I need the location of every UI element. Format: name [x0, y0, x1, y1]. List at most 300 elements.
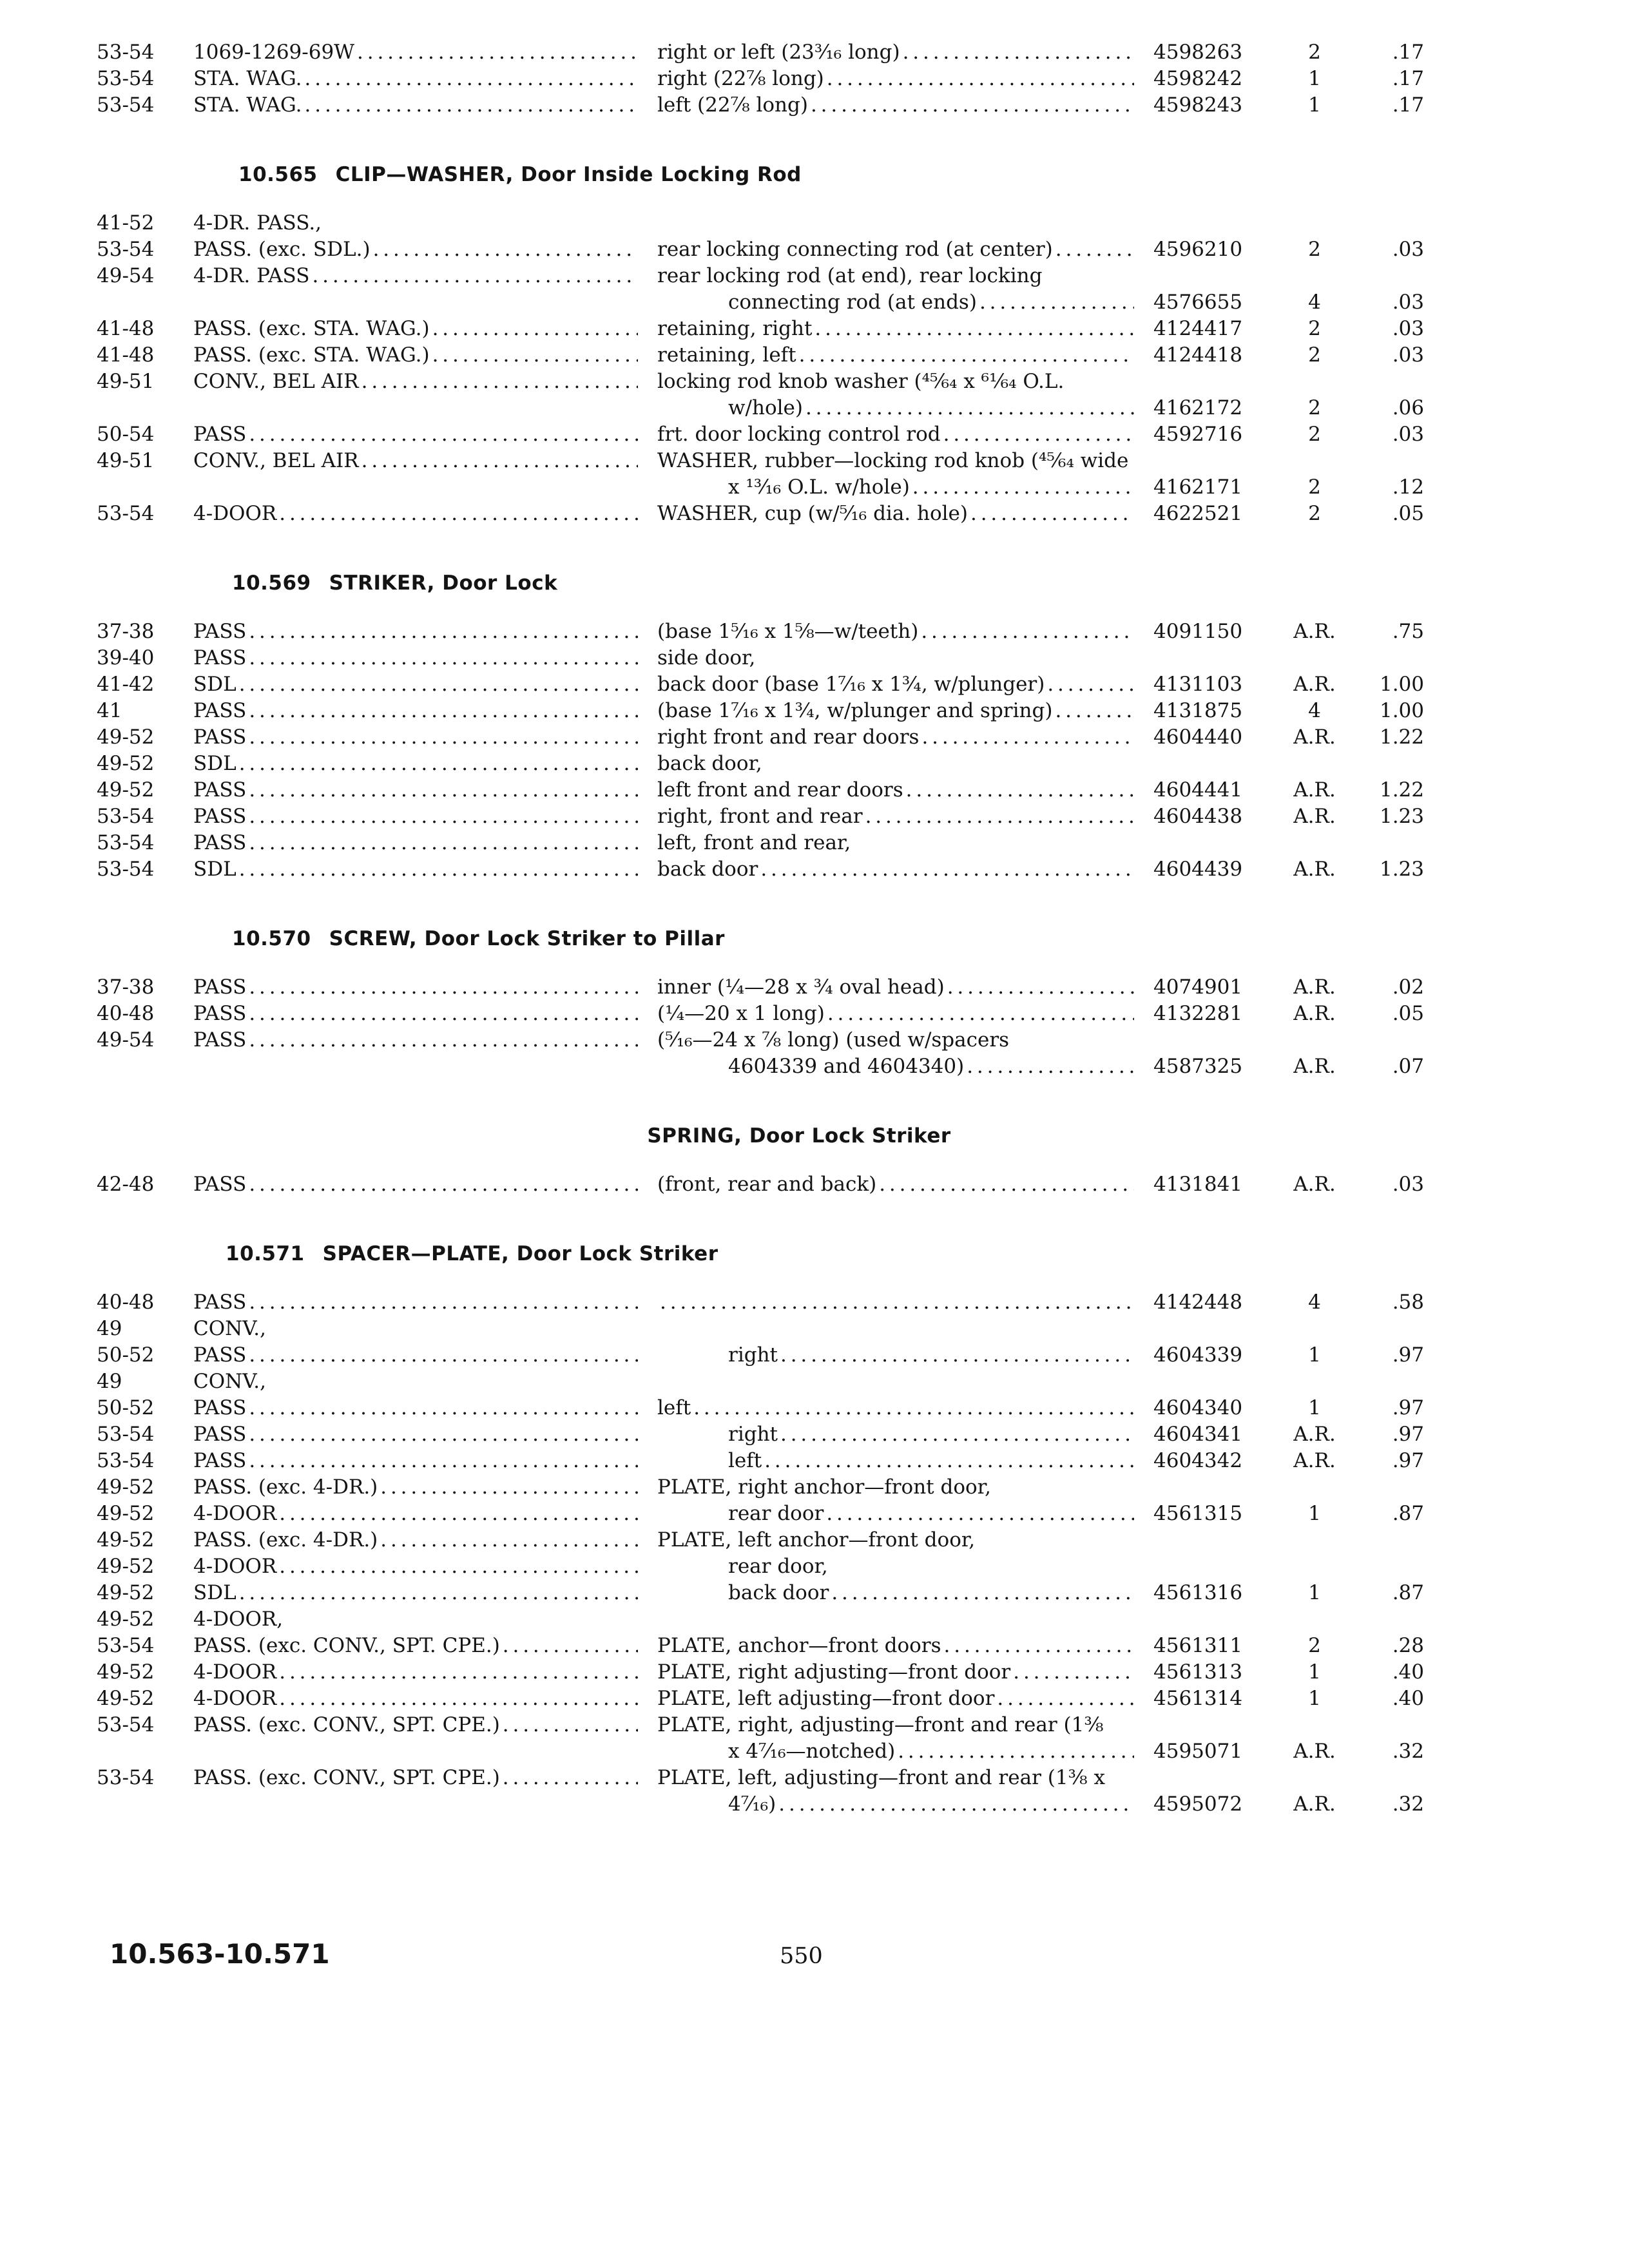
price-cell: .32: [1392, 1740, 1424, 1763]
leader-dots: [279, 1660, 638, 1684]
description-cell-text: (¼—20 x 1 long): [657, 1002, 825, 1025]
part-number-cell: 4162172: [1153, 396, 1243, 419]
section-title: SCREW, Door Lock Striker to Pillar: [329, 927, 725, 950]
year-cell: 49-52: [97, 1660, 155, 1684]
table-row: [97, 1340, 1424, 1367]
description-cell-text: PLATE, left, adjusting—front and rear (1³⁄₈ x: [657, 1766, 1105, 1789]
table-row: [97, 1367, 1424, 1393]
model-cell: [193, 1713, 657, 1736]
description-cell-text: right (22⁷⁄₈ long): [657, 67, 824, 90]
description-cell: [657, 1713, 1153, 1736]
rows-container: [97, 1287, 1424, 1816]
description-cell: [657, 752, 1153, 775]
table-row: [97, 393, 1424, 419]
model-cell: [193, 1370, 657, 1393]
year-cell: 53-54: [97, 858, 155, 881]
description-cell: [657, 726, 1153, 749]
leader-dots: [921, 620, 1134, 643]
leader-dots: [361, 370, 638, 393]
description-cell: [657, 502, 1153, 525]
model-cell: [193, 1028, 657, 1052]
leader-dots: [778, 1792, 1134, 1816]
year-cell: 53-54: [97, 1766, 155, 1789]
leader-dots: [811, 93, 1134, 117]
table-row: [97, 340, 1424, 367]
description-cell: [657, 1055, 1153, 1078]
part-number-cell: 4587325: [1153, 1055, 1243, 1078]
part-number-cell: 4131103: [1153, 673, 1243, 696]
table-row: [97, 1657, 1424, 1684]
model-cell: [193, 1343, 657, 1367]
model-cell-text: SDL: [193, 858, 236, 881]
quantity-cell: 1: [1308, 93, 1321, 117]
table-row: [97, 999, 1424, 1025]
model-cell: [193, 1317, 657, 1340]
year-cell: 49-51: [97, 449, 155, 472]
description-cell: [657, 291, 1153, 314]
year-cell: 53-54: [97, 1423, 155, 1446]
year-cell: 41: [97, 699, 122, 722]
description-cell-text: right: [728, 1423, 778, 1446]
part-number-cell: 4561316: [1153, 1581, 1243, 1604]
leader-dots: [660, 1291, 1134, 1314]
model-cell-text: PASS. (exc. 4-DR.): [193, 1528, 378, 1552]
model-cell: [193, 370, 657, 393]
model-cell: [193, 317, 657, 340]
leader-dots: [305, 67, 638, 90]
table-row: [97, 64, 1424, 90]
table-row: [97, 1287, 1424, 1314]
description-cell-text: left front and rear doors: [657, 778, 903, 802]
price-cell: .03: [1392, 291, 1424, 314]
table-row: [97, 828, 1424, 854]
year-cell: 40-48: [97, 1291, 155, 1314]
section-title: CLIP—WASHER, Door Inside Locking Rod: [335, 163, 802, 186]
part-number-cell: 4561315: [1153, 1502, 1243, 1525]
model-cell-text: 4-DOOR: [193, 1555, 277, 1578]
year-cell: 41-42: [97, 673, 155, 696]
part-number-cell: 4604438: [1153, 805, 1243, 828]
quantity-cell: 2: [1308, 41, 1321, 64]
description-cell: [657, 1502, 1153, 1525]
price-cell: 1.00: [1379, 699, 1424, 722]
year-cell: 37-38: [97, 620, 155, 643]
description-cell: [657, 805, 1153, 828]
model-cell-text: PASS. (exc. CONV., SPT. CPE.): [193, 1634, 500, 1657]
table-row: [97, 1736, 1424, 1763]
section-title: SPACER—PLATE, Door Lock Striker: [322, 1242, 718, 1265]
quantity-cell: A.R.: [1293, 778, 1336, 802]
price-cell: .87: [1392, 1502, 1424, 1525]
description-cell: [657, 1173, 1153, 1196]
description-cell-text: left (22⁷⁄₈ long): [657, 93, 808, 117]
table-row: [97, 1631, 1424, 1657]
model-cell: [193, 673, 657, 696]
leader-dots: [279, 1555, 638, 1578]
leader-dots: [944, 1634, 1134, 1657]
price-cell: .28: [1392, 1634, 1424, 1657]
table-row: [97, 643, 1424, 669]
part-number-cell: 4622521: [1153, 502, 1243, 525]
price-cell: 1.22: [1379, 726, 1424, 749]
leader-dots: [967, 1055, 1134, 1078]
price-cell: .12: [1392, 476, 1424, 499]
year-cell: 41-52: [97, 211, 155, 235]
model-cell-text: PASS: [193, 1028, 247, 1052]
leader-dots: [827, 1002, 1134, 1025]
description-cell: [657, 1423, 1153, 1446]
description-cell-text: right or left (23³⁄₁₆ long): [657, 41, 900, 64]
quantity-cell: 4: [1308, 699, 1321, 722]
leader-dots: [279, 1502, 638, 1525]
description-cell: [657, 396, 1153, 419]
description-cell-text: retaining, left: [657, 343, 796, 367]
model-cell-text: 4-DOOR: [193, 1660, 277, 1684]
model-cell: [193, 858, 657, 881]
part-number-cell: 4576655: [1153, 291, 1243, 314]
price-cell: 1.22: [1379, 778, 1424, 802]
model-cell-text: PASS: [193, 726, 247, 749]
table-row: [97, 775, 1424, 802]
model-cell: [193, 1291, 657, 1314]
model-cell-text: PASS: [193, 805, 247, 828]
leader-dots: [947, 975, 1134, 999]
year-cell: 49: [97, 1317, 122, 1340]
description-cell-text: rear door,: [728, 1555, 828, 1578]
section-top-continuation: [97, 37, 1424, 117]
year-cell: 53-54: [97, 41, 155, 64]
model-cell: [193, 1687, 657, 1710]
table-row: [97, 802, 1424, 828]
description-cell: [657, 1660, 1153, 1684]
description-cell: [657, 975, 1153, 999]
model-cell: [193, 93, 657, 117]
description-cell: [657, 67, 1153, 90]
part-number-cell: 4596210: [1153, 238, 1243, 261]
model-cell: [193, 1173, 657, 1196]
price-cell: .58: [1392, 1291, 1424, 1314]
model-cell: [193, 1396, 657, 1419]
rows-container: [97, 208, 1424, 525]
model-cell-text: PASS. (exc. STA. WAG.): [193, 343, 430, 367]
part-number-cell: 4124417: [1153, 317, 1243, 340]
description-cell-text: right: [728, 1343, 778, 1367]
quantity-cell: 2: [1308, 343, 1321, 367]
model-cell: [193, 41, 657, 64]
description-cell-text: x 4⁷⁄₁₆—notched): [728, 1740, 896, 1763]
leader-dots: [826, 1502, 1134, 1525]
price-cell: .40: [1392, 1687, 1424, 1710]
model-cell-text: STA. WAG.: [193, 67, 302, 90]
description-cell-text: locking rod knob washer (⁴⁵⁄₆₄ x ⁶¹⁄₆₄ O.L.: [657, 370, 1065, 393]
quantity-cell: A.R.: [1293, 805, 1336, 828]
description-cell: [657, 1634, 1153, 1657]
leader-dots: [979, 291, 1134, 314]
leader-dots: [760, 858, 1134, 881]
description-cell: [657, 449, 1153, 472]
year-cell: 49-52: [97, 778, 155, 802]
table-row: [97, 446, 1424, 472]
description-cell: [657, 831, 1153, 854]
leader-dots: [249, 1028, 638, 1052]
quantity-cell: 2: [1308, 396, 1321, 419]
quantity-cell: A.R.: [1293, 726, 1336, 749]
year-cell: 49-54: [97, 264, 155, 287]
model-cell-text: PASS: [193, 1343, 247, 1367]
model-cell-text: SDL: [193, 1581, 236, 1604]
description-cell-text: left: [657, 1396, 691, 1419]
table-row: [97, 1499, 1424, 1525]
part-number-cell: 4595072: [1153, 1792, 1243, 1816]
price-cell: .07: [1392, 1055, 1424, 1078]
leader-dots: [249, 1396, 638, 1419]
description-cell-text: 4604339 and 4604340): [728, 1055, 965, 1078]
leader-dots: [249, 423, 638, 446]
description-cell: [657, 1766, 1153, 1789]
table-row: [97, 37, 1424, 64]
table-row: [97, 722, 1424, 749]
year-cell: 41-48: [97, 317, 155, 340]
description-cell: [657, 1792, 1153, 1816]
model-cell: [193, 1634, 657, 1657]
description-cell: [657, 343, 1153, 367]
leader-dots: [380, 1528, 638, 1552]
model-cell: [193, 502, 657, 525]
price-cell: .02: [1392, 975, 1424, 999]
leader-dots: [799, 343, 1134, 367]
description-cell: [657, 1687, 1153, 1710]
description-cell-text: back door: [728, 1581, 829, 1604]
description-cell: [657, 1396, 1153, 1419]
price-cell: .03: [1392, 1173, 1424, 1196]
model-cell-text: PASS: [193, 778, 247, 802]
part-number-cell: 4132281: [1153, 1002, 1243, 1025]
part-number-cell: 4131875: [1153, 699, 1243, 722]
part-number-cell: 4604440: [1153, 726, 1243, 749]
leader-dots: [239, 673, 638, 696]
price-cell: .03: [1392, 238, 1424, 261]
description-cell-text: right front and rear doors: [657, 726, 920, 749]
description-cell: [657, 93, 1153, 117]
leader-dots: [943, 423, 1134, 446]
model-cell-text: PASS: [193, 831, 247, 854]
table-row: [97, 90, 1424, 117]
model-cell-text: PASS: [193, 975, 247, 999]
model-cell: [193, 975, 657, 999]
model-cell-text: CONV., BEL AIR: [193, 370, 359, 393]
section-number: 10.570: [232, 927, 311, 950]
part-number-cell: 4131841: [1153, 1173, 1243, 1196]
model-cell: [193, 264, 657, 287]
model-cell: [193, 726, 657, 749]
model-cell-text: CONV.,: [193, 1317, 266, 1340]
section-title: SPRING, Door Lock Striker: [647, 1124, 951, 1148]
model-cell: [193, 805, 657, 828]
description-cell: [657, 646, 1153, 669]
leader-dots: [239, 752, 638, 775]
description-cell: [657, 423, 1153, 446]
section-heading: [97, 163, 1424, 186]
model-cell-text: PASS: [193, 1396, 247, 1419]
leader-dots: [831, 1581, 1134, 1604]
year-cell: 49-52: [97, 1555, 155, 1578]
table-row: [97, 208, 1424, 235]
leader-dots: [503, 1766, 638, 1789]
leader-dots: [693, 1396, 1134, 1419]
leader-dots: [1013, 1660, 1134, 1684]
year-cell: 49-52: [97, 1475, 155, 1499]
model-cell: [193, 1555, 657, 1578]
quantity-cell: 1: [1308, 1396, 1321, 1419]
price-cell: 1.23: [1379, 805, 1424, 828]
part-number-cell: 4604439: [1153, 858, 1243, 881]
quantity-cell: A.R.: [1293, 620, 1336, 643]
table-row: [97, 1763, 1424, 1789]
part-number-cell: 4604339: [1153, 1343, 1243, 1367]
leader-dots: [249, 975, 638, 999]
model-cell-text: 4-DR. PASS: [193, 264, 310, 287]
model-cell-text: PASS. (exc. CONV., SPT. CPE.): [193, 1766, 500, 1789]
description-cell: [657, 1343, 1153, 1367]
part-number-cell: 4604340: [1153, 1396, 1243, 1419]
model-cell: [193, 1581, 657, 1604]
leader-dots: [312, 264, 638, 287]
leader-dots: [1055, 699, 1134, 722]
leader-dots: [970, 502, 1134, 525]
section-heading: [97, 572, 1424, 595]
quantity-cell: A.R.: [1293, 1055, 1336, 1078]
model-cell-text: 4-DOOR: [193, 502, 277, 525]
leader-dots: [249, 1173, 638, 1196]
year-cell: 49-54: [97, 1028, 155, 1052]
leader-dots: [279, 1687, 638, 1710]
table-row: [97, 1604, 1424, 1631]
model-cell: [193, 423, 657, 446]
model-cell: [193, 752, 657, 775]
leader-dots: [249, 1343, 638, 1367]
model-cell-text: PASS: [193, 699, 247, 722]
leader-dots: [249, 1423, 638, 1446]
model-cell-text: 4-DOOR,: [193, 1608, 284, 1631]
description-cell: [657, 1028, 1153, 1052]
description-cell-text: inner (¼—28 x ¾ oval head): [657, 975, 945, 999]
description-cell: [657, 778, 1153, 802]
price-cell: .03: [1392, 317, 1424, 340]
model-cell: [193, 1766, 657, 1789]
model-cell: [193, 1475, 657, 1499]
quantity-cell: 1: [1308, 1343, 1321, 1367]
quantity-cell: A.R.: [1293, 1423, 1336, 1446]
model-cell-text: STA. WAG.: [193, 93, 302, 117]
leader-dots: [249, 620, 638, 643]
leader-dots: [997, 1687, 1134, 1710]
quantity-cell: 1: [1308, 1687, 1321, 1710]
description-cell-text: WASHER, rubber—locking rod knob (⁴⁵⁄₆₄ wide: [657, 449, 1129, 472]
part-number-cell: 4561313: [1153, 1660, 1243, 1684]
table-row: [97, 972, 1424, 999]
model-cell: [193, 778, 657, 802]
quantity-cell: 1: [1308, 1502, 1321, 1525]
year-cell: 49-52: [97, 1502, 155, 1525]
year-cell: 53-54: [97, 67, 155, 90]
year-cell: 49-52: [97, 1528, 155, 1552]
catalog-page: [97, 31, 1424, 1816]
year-cell: 50-52: [97, 1396, 155, 1419]
part-number-cell: 4074901: [1153, 975, 1243, 999]
description-cell: [657, 673, 1153, 696]
description-cell-text: left, front and rear,: [657, 831, 851, 854]
part-number-cell: 4561314: [1153, 1687, 1243, 1710]
description-cell-text: PLATE, right, adjusting—front and rear (1³⁄₈: [657, 1713, 1104, 1736]
year-cell: 53-54: [97, 1713, 155, 1736]
model-cell-text: SDL: [193, 752, 236, 775]
table-row: [97, 367, 1424, 393]
quantity-cell: A.R.: [1293, 673, 1336, 696]
year-cell: 49-52: [97, 1687, 155, 1710]
leader-dots: [380, 1475, 638, 1499]
description-cell-text: rear locking rod (at end), rear locking: [657, 264, 1043, 287]
part-number-cell: 4598243: [1153, 93, 1243, 117]
price-cell: .17: [1392, 67, 1424, 90]
table-row: [97, 1169, 1424, 1196]
leader-dots: [361, 449, 638, 472]
year-cell: 53-54: [97, 1449, 155, 1472]
leader-dots: [865, 805, 1134, 828]
leader-dots: [239, 1581, 638, 1604]
year-cell: 41-48: [97, 343, 155, 367]
model-cell: [193, 831, 657, 854]
quantity-cell: A.R.: [1293, 1173, 1336, 1196]
description-cell-text: PLATE, anchor—front doors: [657, 1634, 941, 1657]
description-cell-text: (base 1⁷⁄₁₆ x 1¾, w/plunger and spring): [657, 699, 1053, 722]
description-cell: [657, 1740, 1153, 1763]
model-cell-text: PASS: [193, 1449, 247, 1472]
section-10-570: [97, 927, 1424, 1078]
description-cell: [657, 317, 1153, 340]
table-row: [97, 1789, 1424, 1816]
price-cell: .17: [1392, 41, 1424, 64]
year-cell: 53-54: [97, 93, 155, 117]
table-row: [97, 1525, 1424, 1552]
leader-dots: [780, 1343, 1134, 1367]
leader-dots: [1055, 238, 1134, 261]
leader-dots: [239, 858, 638, 881]
leader-dots: [249, 646, 638, 669]
rows-container: [97, 972, 1424, 1078]
year-cell: 49-52: [97, 752, 155, 775]
description-cell: [657, 1475, 1153, 1499]
leader-dots: [906, 778, 1134, 802]
model-cell-text: PASS: [193, 646, 247, 669]
leader-dots: [279, 502, 638, 525]
price-cell: .05: [1392, 1002, 1424, 1025]
model-cell-text: PASS. (exc. SDL.): [193, 238, 371, 261]
year-cell: 37-38: [97, 975, 155, 999]
description-cell-text: PLATE, right anchor—front door,: [657, 1475, 991, 1499]
description-cell-text: retaining, right: [657, 317, 813, 340]
description-cell-text: right, front and rear: [657, 805, 863, 828]
year-cell: 53-54: [97, 502, 155, 525]
price-cell: .06: [1392, 396, 1424, 419]
model-cell: [193, 67, 657, 90]
model-cell-text: 4-DOOR: [193, 1687, 277, 1710]
section-number: 10.569: [232, 572, 311, 595]
part-number-cell: 4162171: [1153, 476, 1243, 499]
part-number-cell: 4592716: [1153, 423, 1243, 446]
leader-dots: [249, 1291, 638, 1314]
table-row: [97, 854, 1424, 881]
leader-dots: [432, 343, 638, 367]
